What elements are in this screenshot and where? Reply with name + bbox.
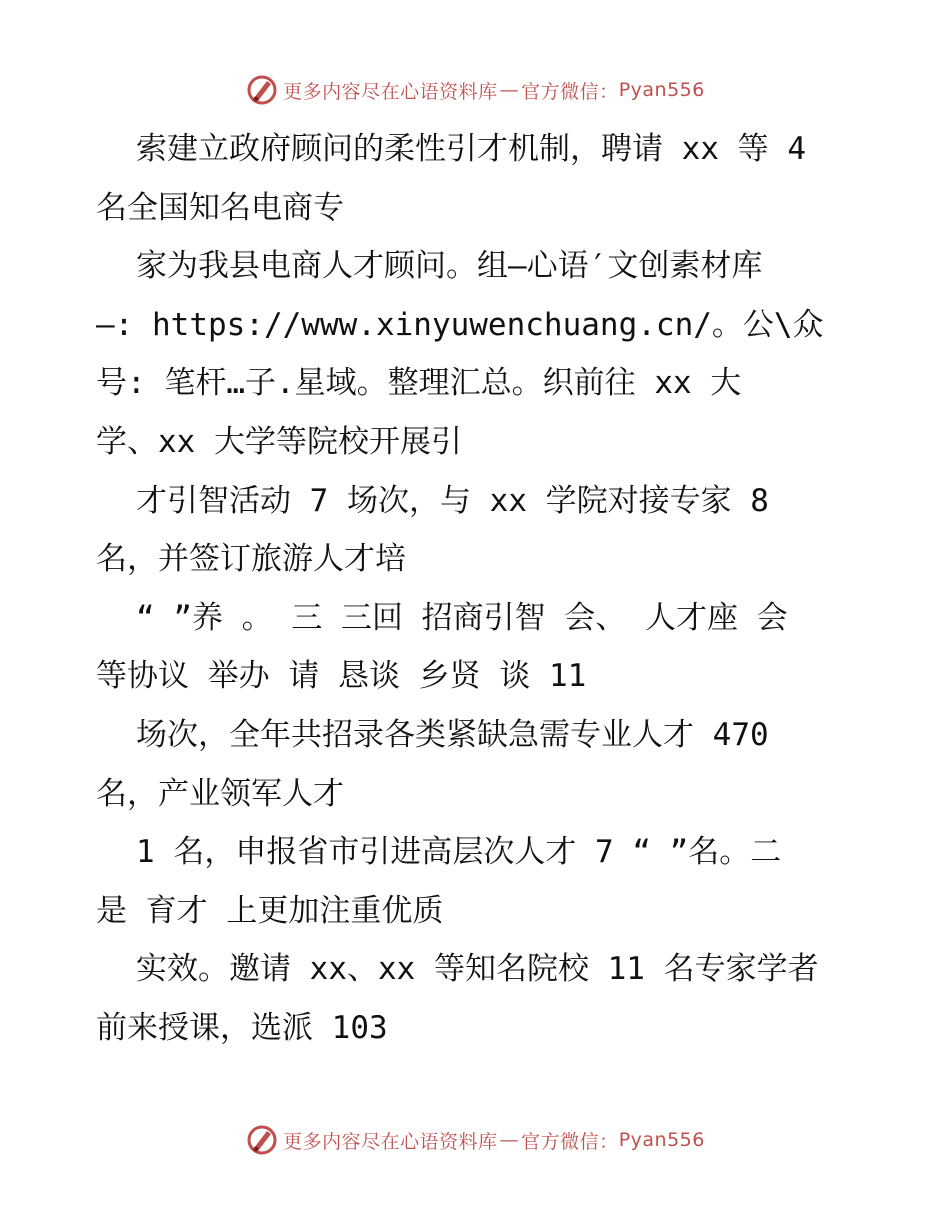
pen-circle-logo-icon — [245, 1123, 279, 1157]
body-line: 是 育才 上更加注重优质 — [96, 892, 444, 929]
body-line: 名全国知名电商专 — [96, 189, 344, 226]
footer-banner-official: 官方微信： — [521, 1130, 619, 1153]
body-line: 索建立政府顾问的柔性引才机制，聘请 xx 等 4 — [136, 131, 806, 167]
body-line: 才引智活动 7 场次，与 xx 学院对接专家 8 — [136, 482, 769, 519]
body-line: 家为我县电商人才顾问。组—心语′文创素材库 — [136, 248, 763, 285]
body-line: —: https://www.xinyuwenchuang.cn/。公\众 — [96, 306, 824, 343]
header-banner-official: 官方微信： — [521, 80, 619, 103]
body-line: 号: 笔杆…子.星域。整理汇总。织前往 xx 大 — [96, 365, 742, 402]
header-banner-handle: Pyan556 — [618, 79, 705, 101]
footer-banner-text: 更多内容尽在心语资料库 — [283, 1130, 498, 1153]
body-line: 名，并签订旅游人才培 — [96, 541, 406, 578]
header-banner-text: 更多内容尽在心语资料库 — [283, 80, 498, 103]
header-banner — [0, 70, 950, 110]
body-line: 名，产业领军人才 — [96, 775, 344, 812]
body-line: 学、xx 大学等院校开展引 — [96, 423, 462, 460]
footer-banner-handle: Pyan556 — [618, 1129, 705, 1151]
header-banner-dash: — — [499, 79, 520, 101]
body-line: “ ”养 。 三 三回 招商引智 会、 人才座 会 — [136, 599, 788, 636]
body-line: 前来授课，选派 103 — [96, 1009, 388, 1046]
body-text — [96, 120, 856, 1058]
footer-banner-dash: — — [499, 1129, 520, 1151]
body-line: 等协议 举办 请 恳谈 乡贤 谈 11 — [96, 658, 587, 695]
body-line: 实效。邀请 xx、xx 等知名院校 11 名专家学者 — [136, 951, 819, 988]
body-line: 场次，全年共招录各类紧缺急需专业人才 470 — [136, 716, 769, 753]
body-line: 1 名，申报省市引进高层次人才 7 “ ”名。二 — [136, 834, 782, 871]
pen-circle-logo-icon — [245, 73, 279, 107]
footer-banner — [0, 1120, 950, 1160]
